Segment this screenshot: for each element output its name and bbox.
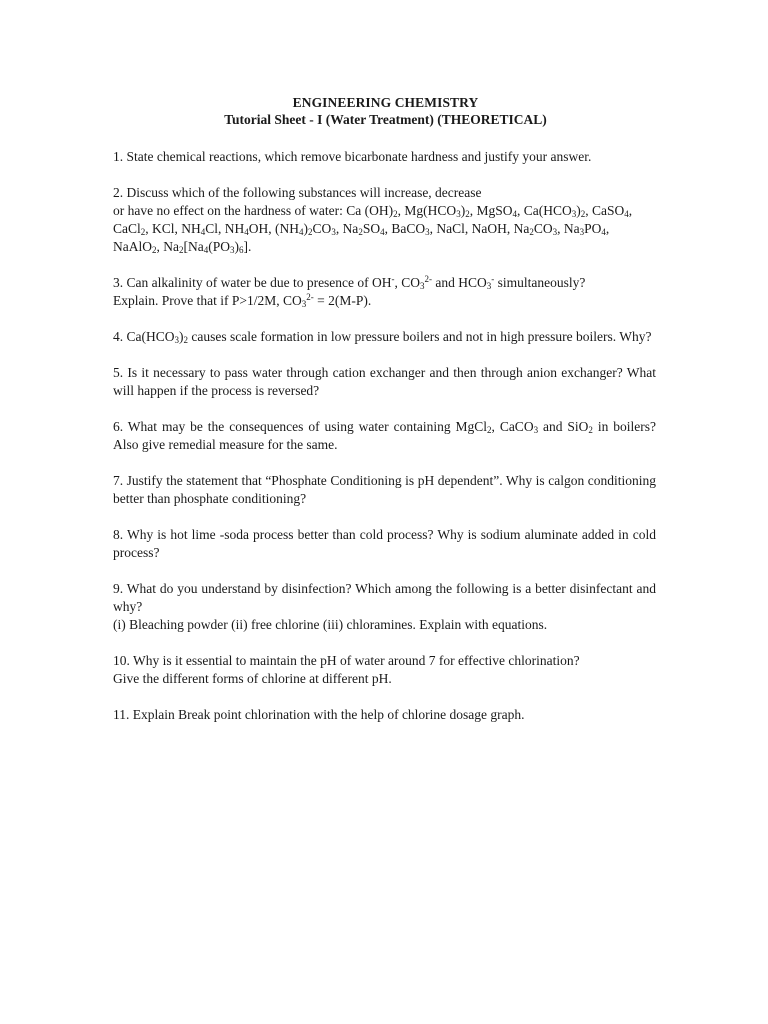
question-3	[113, 274, 656, 310]
document-title: ENGINEERING CHEMISTRY	[292, 95, 479, 110]
substance-item: MgSO$_4$	[476, 203, 517, 219]
substance-item: $NH_4OH$	[224, 221, 269, 237]
question-10	[113, 652, 656, 688]
question-6-text: 6. What may be the consequences of using water containing MgCl$_2$, CaCO$_3$ and SiO$_2$ in boilers? Also give remedial measure for the same.	[113, 419, 656, 452]
question-11	[113, 706, 656, 724]
substance-item: $Na_2SO_4$	[342, 221, 385, 237]
question-1	[113, 148, 656, 166]
substance-item: $Ca(HCO_3)_2$	[523, 203, 586, 219]
question-list	[113, 148, 656, 724]
question-4	[113, 328, 656, 346]
document-subtitle: Tutorial Sheet - I (Water Treatment) (THEORETICAL)	[224, 112, 547, 127]
sheet-header	[115, 94, 656, 128]
substance-item: BaCO$_3$	[391, 221, 430, 237]
question-10-line-1: 10. Why is it essential to maintain the pH of water around 7 for effective chlorination?	[113, 653, 580, 668]
substance-item: NaOH	[471, 221, 507, 236]
substance-item: $Na_2[Na_4(PO_3)_6]$	[163, 239, 249, 255]
question-2-line-1: 2. Discuss which of the following substances will increase, decrease	[113, 185, 482, 200]
substance-list: Ca $(OH)_2$, $Mg(HCO_3)_2$, MgSO$_4$, $Ca(HCO_3)_2$, CaSO$_4$, CaCl$_2$, KCl, $NH_4Cl$, $NH_4OH$, $(NH_4)_2CO_3$, $Na_2SO_4$, BaCO$_3$, NaCl, NaOH, $Na_2CO_3$, $Na_3PO_4$, NaAlO$_2$, $Na_2[Na_4(PO_3)_6]$.	[113, 203, 633, 255]
question-9-options: (i) Bleaching powder (ii) free chlorine (iii) chloramines. Explain with equations.	[113, 617, 548, 632]
question-3-line-2: Explain. Prove that if P>1/2M, $CO_3^{2-} = 2(M-P)$.	[113, 292, 372, 309]
substance-item: CaCl$_2$	[113, 221, 146, 237]
substance-item: $Mg(HCO_3)_2$	[404, 203, 470, 219]
question-4-text: 4. $Ca(HCO_3)_2$ causes scale formation in low pressure boilers and not in high pressure boilers. Why?	[113, 329, 652, 345]
question-6	[113, 418, 656, 454]
question-9	[113, 580, 656, 634]
substance-item: NaCl	[436, 221, 465, 236]
substance-item: $Na_2CO_3$	[513, 221, 558, 237]
question-3-line-1: 3. Can alkalinity of water be due to presence of OH-, $CO_3^{2-}$ and $HCO_3^-$ simultaneously?	[113, 274, 586, 291]
question-1-text: 1. State chemical reactions, which remove bicarbonate hardness and justify your answer.	[113, 149, 592, 164]
substance-item: KCl	[152, 221, 175, 236]
substance-item: $NH_4Cl$	[181, 221, 219, 237]
question-8	[113, 526, 656, 562]
question-9-text: 9. What do you understand by disinfection? Which among the following is a better disinfectant and why?	[113, 581, 656, 614]
question-8-text: 8. Why is hot lime -soda process better than cold process? Why is sodium aluminate added in cold process?	[113, 527, 656, 560]
substance-item: Ca $(OH)_2$	[346, 203, 398, 219]
substance-item: NaAlO$_2$	[113, 239, 157, 255]
substance-item: $(NH_4)_2CO_3$	[275, 221, 336, 237]
question-7	[113, 472, 656, 508]
question-5-text: 5. Is it necessary to pass water through cation exchanger and then through anion exchanger? What will happen if the process is reversed?	[113, 365, 656, 398]
substance-item: $Na_3PO_4$	[563, 221, 606, 237]
question-5	[113, 364, 656, 400]
substance-item: CaSO$_4$	[591, 203, 629, 219]
question-2-prefix: or have no effect on the hardness of water:	[113, 203, 347, 218]
question-2-line-2	[113, 203, 632, 254]
tutorial-sheet-page	[113, 94, 656, 742]
question-2	[113, 184, 656, 256]
question-11-text: 11. Explain Break point chlorination with the help of chlorine dosage graph.	[113, 707, 525, 722]
question-7-text: 7. Justify the statement that “Phosphate Conditioning is pH dependent”. Why is calgon conditioning better than phosphate conditioning?	[113, 473, 656, 506]
question-10-line-2: Give the different forms of chlorine at different pH.	[113, 671, 392, 686]
